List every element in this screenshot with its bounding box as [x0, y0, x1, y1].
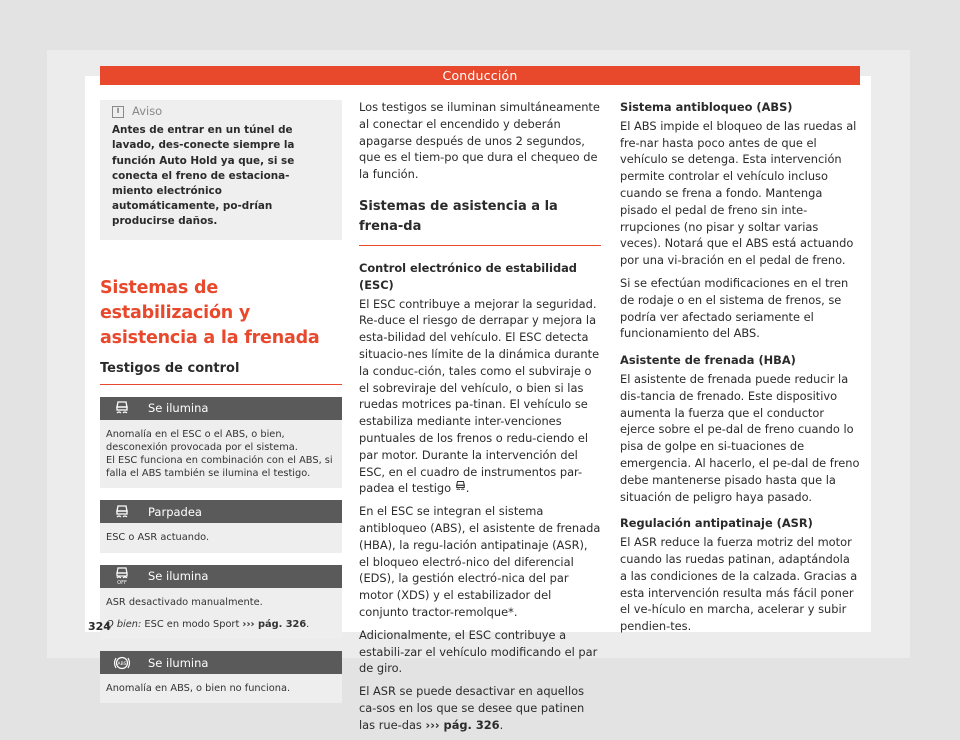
notice-heading [112, 104, 330, 119]
page-reference-link[interactable]: ››› pág. 326 [242, 618, 307, 630]
paragraph [359, 683, 601, 733]
section-subtitle: Testigos de control [100, 360, 240, 376]
lamp-line-extra [106, 618, 336, 631]
esc-icon [455, 480, 466, 497]
notice-box [100, 100, 342, 240]
paragraph-heading: Regulación antipatinaje (ASR) [620, 516, 813, 531]
lamp-state: Se ilumina [148, 655, 209, 670]
esc-icon [100, 400, 144, 416]
paragraph-end: . [465, 481, 470, 496]
page-number: 324 [88, 620, 111, 633]
info-icon: i [112, 106, 124, 118]
lamp-state: Se ilumina [148, 401, 209, 416]
section-title: Sistemas de estabilización y asistencia a la frenada [100, 277, 320, 348]
lamp-extra-end: . [306, 618, 310, 630]
paragraph: Los testigos se iluminan simultáneamente al conectar el encendido y deberán apagarse después de unos 2 segundos, que es el tiem-po que dura el chequeo de la función. [359, 100, 600, 182]
section-rule [100, 384, 342, 385]
column-middle [359, 99, 601, 740]
lamp-row-header [100, 651, 342, 674]
paragraph-text: El ESC contribuye a mejorar la seguridad. Re-duce el riesgo de derrapar y mejora la esta-bilidad del vehículo. El ESC detecta situacio-nes límite de la dinámica durante la conduc-ción, tales como el subviraje o el sobreviraje del vehículo, o bien si las ruedas motrices pa-tinan. El vehículo se estabiliza mediante inter-venciones puntuales de los frenos o redu-ciendo el par motor. Durante la intervención del ESC, en el cuadro de instrumentos par-padea el testigo [359, 296, 600, 496]
page-reference-link[interactable]: ››› pág. 326 [425, 717, 500, 732]
lamp-description [100, 523, 342, 552]
lamp-row-header [100, 565, 342, 588]
lamp-state: Parpadea [148, 504, 202, 519]
lamp-description [100, 588, 342, 639]
lamp-row-header [100, 500, 342, 523]
svg-text:ABS: ABS [117, 661, 127, 667]
paragraph [359, 296, 601, 498]
paragraph-heading: Sistema antibloqueo (ABS) [620, 100, 793, 114]
paragraph: El asistente de frenada puede reducir la dis-tancia de frenado. Este dispositivo aumenta la fuerza que el conductor ejerce sobre el pe-dal de freno cuando lo pisa de golpe en si-tuaciones de emergencia. Al hacerlo, el pe-dal de freno debe mantenerse pisado hasta que la situación de peligro haya pasado. [620, 371, 860, 504]
lamp-description [100, 674, 342, 703]
lamp-extra-italic: O bien: [106, 618, 142, 630]
paragraph-text: El ASR se puede desactivar en aquellos ca-sos en los que se desee que patinen las rue-das [359, 684, 585, 732]
paragraph: El ASR reduce la fuerza motriz del motor cuando las ruedas patinan, adaptándola a las condiciones de la calzada. Gracias a esta intervención resulta más fácil poner el ve-hículo en marcha, acelerar y subir pendien-tes. [620, 535, 858, 634]
column-left [100, 100, 342, 703]
chapter-header: Conducción [100, 66, 860, 85]
lamp-description [100, 420, 342, 489]
esc-icon [100, 504, 144, 520]
paragraph: Adicionalmente, el ESC contribuye a estabili-zar el vehículo modificando el par de giro. [359, 627, 598, 676]
lamp-row-header [100, 397, 342, 420]
subsection-title: Sistemas de asistencia a la frena-da [359, 198, 558, 234]
lamp-line: Anomalía en ABS, o bien no funciona. [106, 683, 291, 695]
esc-off-icon [100, 567, 144, 585]
abs-icon [100, 655, 144, 671]
paragraph: El ABS impide el bloqueo de las ruedas al fre-nar hasta poco antes de que el vehículo se detenga. Esta intervención permite controlar el vehículo incluso cuando se frena a fondo. Mantenga pisado el pedal de freno sin inte-rrupciones (no pisar y soltar varias veces). Notará que el ABS está actuando por una vi-bración en el pedal de freno. [620, 118, 857, 268]
lamp-line: ASR desactivado manualmente. [106, 596, 263, 608]
lamp-line: Anomalía en el ESC o el ABS, o bien, desconexión provocada por el sistema. [106, 428, 298, 453]
notice-text: Antes de entrar en un túnel de lavado, des-conecte siempre la función Auto Hold ya que, si se conecta el freno de estaciona-miento electrónico automáticamente, po-drían producirse daños. [112, 124, 295, 228]
paragraph-end: . [499, 717, 504, 732]
svg-text:OFF: OFF [117, 580, 127, 586]
column-right [620, 99, 860, 641]
lamp-state: Se ilumina [148, 569, 209, 584]
paragraph-heading: Asistente de frenada (HBA) [620, 353, 796, 368]
paragraph: Si se efectúan modificaciones en el tren de rodaje o en el sistema de frenos, se podría ver afectado seriamente el funcionamiento del ABS. [620, 275, 849, 341]
subsection-rule [359, 245, 601, 246]
notice-heading-label: Aviso [132, 104, 163, 118]
lamp-line: El ESC funciona en combinación con el ABS, si falla el ABS también se ilumina el testigo. [106, 455, 333, 480]
lamp-extra-text: ESC en modo Sport [141, 618, 243, 630]
paragraph-heading: Control electrónico de estabilidad (ESC) [359, 260, 577, 292]
lamp-line: ESC o ASR actuando. [106, 532, 210, 544]
paragraph: En el ESC se integran el sistema antibloqueo (ABS), el asistente de frenada (HBA), la regu-lación antipatinaje (ASR), el bloqueo electró-nico del diferencial (EDS), la gestión electró-nica del par motor (XDS) y el estabilizador del conjunto tractor-remolque*. [359, 504, 601, 620]
